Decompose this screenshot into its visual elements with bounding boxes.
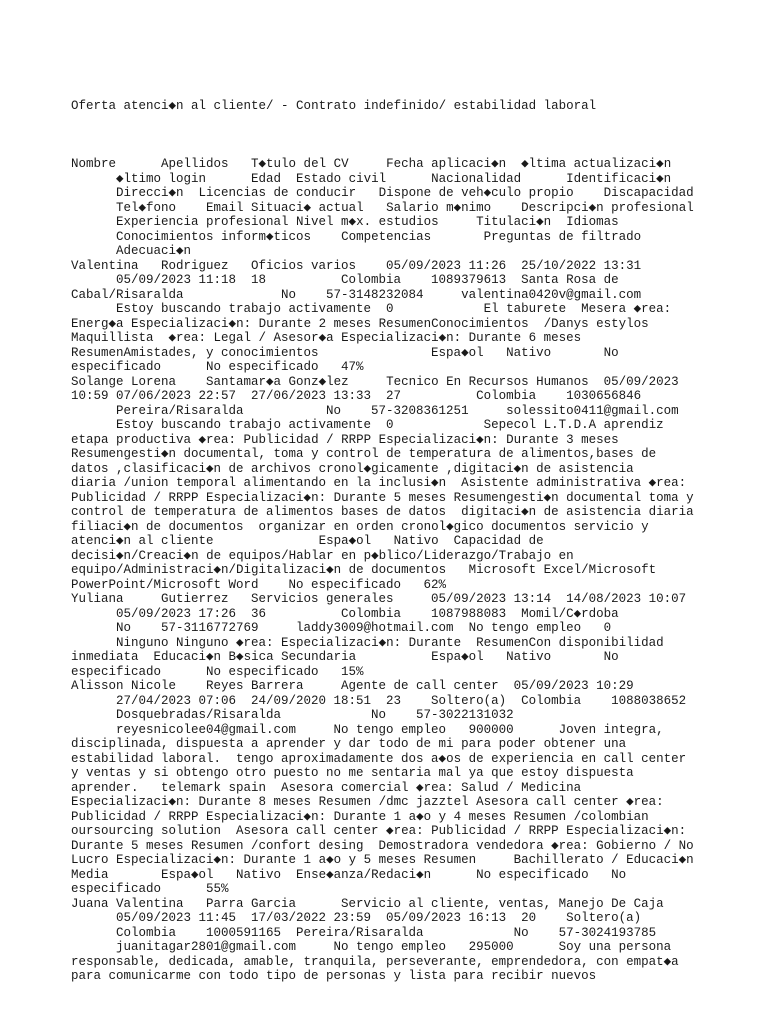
document-page [71, 70, 711, 998]
text-line: Lucro Especializaci◆n: Durante 1 a◆o y 5 meses Resumen Bachillerato / Educaci◆n [71, 853, 694, 867]
text-line: especificado No especificado 47% [71, 360, 364, 374]
text-line: Estoy buscando trabajo activamente 0 Sepecol L.T.D.A aprendiz [71, 418, 664, 432]
text-line: 10:59 07/06/2023 22:57 27/06/2023 13:33 27 Colombia 1030656846 [71, 389, 642, 403]
text-line: diaria /union temporal alimentando en la inclusi◆n Asistente administrativa ◆rea: [71, 476, 687, 490]
text-line: 05/09/2023 11:18 18 Colombia 1089379613 Santa Rosa de [71, 273, 619, 287]
text-line: especificado No especificado 15% [71, 664, 364, 679]
text-line: ◆ltimo login Edad Estado civil Nacionalidad Identificaci◆n [71, 171, 672, 186]
text-line: Maquillista ◆rea: Legal / Asesor◆a Especializaci◆n: Durante 6 meses [71, 331, 582, 345]
text-line: decisi◆n/Creaci◆n de equipos/Hablar en p◆blico/Liderazgo/Trabajo en [71, 548, 574, 563]
text-line: atenci◆n al cliente Espa◆ol Nativo Capacidad de [71, 534, 544, 548]
text-line: Colombia 1000591165 Pereira/Risaralda No 57-3024193785 [71, 925, 657, 940]
text-line: ResumenAmistades, y conocimientos Espa◆ol Nativo No [71, 345, 619, 360]
text-line: Yuliana Gutierrez Servicios generales 05/09/2023 13:14 14/08/2023 10:07 [71, 592, 687, 606]
text-line: y ventas y si obtengo otro puesto no me sentaria mal ya que estoy dispuesta [71, 766, 634, 780]
text-line: equipo/Administraci◆n/Digitalizaci◆n de documentos Microsoft Excel/Microsoft [71, 563, 657, 577]
text-line: Media Espa◆ol Nativo Ense◆anza/Redaci◆n No especificado No [71, 867, 627, 882]
text-line: disciplinada, dispuesta a aprender y dar todo de mi para poder obtener una [71, 737, 627, 751]
text-line: Valentina Rodriguez Oficios varios 05/09/2023 11:26 25/10/2022 13:31 [71, 258, 642, 273]
text-line: Dosquebradas/Risaralda No 57-3022131032 [71, 708, 514, 722]
text-line: Energ◆a Especializaci◆n: Durante 2 meses ResumenConocimientos /Danys estylos [71, 316, 649, 331]
text-line: 05/09/2023 11:45 17/03/2022 23:59 05/09/2023 16:13 20 Soltero(a) [71, 911, 642, 925]
text-line: Direcci◆n Licencias de conducir Dispone de veh◆culo propio Discapacidad [71, 186, 694, 200]
text-line: Durante 5 meses Resumen /confort desing Demostradora vendedora ◆rea: Gobierno / No [71, 838, 694, 853]
text-line: No 57-3116772769 laddy3009@hotmail.com No tengo empleo 0 [71, 621, 612, 635]
text-line: especificado 55% [71, 882, 229, 896]
text-line: Publicidad / RRPP Especializaci◆n: Durante 5 meses Resumengesti◆n documental toma y [71, 490, 694, 505]
text-line: Tel◆fono Email Situaci◆ actual Salario m◆nimo Descripci◆n profesional [71, 200, 694, 215]
text-line: 05/09/2023 17:26 36 Colombia 1087988083 Momil/C◆rdoba [71, 606, 619, 621]
text-line: Resumengesti◆n documental, toma y control de temperatura de alimentos,bases de [71, 447, 657, 461]
text-line: etapa productiva ◆rea: Publicidad / RRPP Especializaci◆n: Durante 3 meses [71, 432, 619, 447]
text-line: oursourcing solution Asesora call center ◆rea: Publicidad / RRPP Especializaci◆n: [71, 824, 687, 838]
text-line: juanitagar2801@gmail.com No tengo empleo 295000 Soy una persona [71, 940, 672, 954]
text-line: datos ,clasificaci◆n de archivos cronol◆gicamente ,digitaci◆n de asistencia [71, 461, 634, 476]
text-line: Alisson Nicole Reyes Barrera Agente de call center 05/09/2023 10:29 [71, 679, 634, 693]
text-line: 27/04/2023 07:06 24/09/2020 18:51 23 Soltero(a) Colombia 1088038652 [71, 693, 687, 708]
text-line: Juana Valentina Parra Garcia Servicio al cliente, ventas, Manejo De Caja [71, 896, 664, 911]
text-line: Ninguno Ninguno ◆rea: Especializaci◆n: Durante ResumenCon disponibilidad [71, 635, 664, 650]
text-line: para comunicarme con todo tipo de personas y lista para recibir nuevos [71, 969, 597, 983]
text-line: Pereira/Risaralda No 57-3208361251 solessito0411@gmail.com [71, 403, 679, 418]
text-line: aprender. telemark spain Asesora comercial ◆rea: Salud / Medicina [71, 780, 582, 795]
text-line: Conocimientos inform◆ticos Competencias Preguntas de filtrado [71, 229, 642, 244]
text-line: reyesnicolee04@gmail.com No tengo empleo 900000 Joven integra, [71, 722, 664, 737]
text-line: Especializaci◆n: Durante 8 meses Resumen /dmc jazztel Asesora call center ◆rea: [71, 795, 664, 809]
text-line: filiaci◆n de documentos organizar en orden cronol◆gico documentos servicio y [71, 519, 649, 534]
text-line: control de temperatura de alimentos bases de datos digitaci◆n de asistencia diaria [71, 505, 694, 519]
text-line: PowerPoint/Microsoft Word No especificado 62% [71, 577, 447, 592]
document-title: Oferta atenci◆n al cliente/ - Contrato indefinido/ estabilidad laboral [71, 99, 597, 113]
text-line: Estoy buscando trabajo activamente 0 El taburete Mesera ◆rea: [71, 302, 672, 316]
text-line: estabilidad laboral. tengo aproximadamente dos a◆os de experiencia en call center [71, 751, 687, 766]
text-line: Nombre Apellidos T◆tulo del CV Fecha aplicaci◆n ◆ltima actualizaci◆n [71, 157, 672, 171]
text-line: Adecuaci◆n [71, 244, 192, 258]
text-line: Experiencia profesional Nivel m◆x. estudios Titulaci◆n Idiomas [71, 215, 619, 229]
text-line: Cabal/Risaralda No 57-3148232084 valentina0420v@gmail.com [71, 287, 642, 302]
text-line: Publicidad / RRPP Especializaci◆n: Durante 1 a◆o y 4 meses Resumen /colombian [71, 809, 649, 824]
text-line: Solange Lorena Santamar◆a Gonz◆lez Tecnico En Recursos Humanos 05/09/2023 [71, 374, 679, 389]
document-body [71, 157, 711, 984]
text-line: responsable, dedicada, amable, tranquila, perseverante, emprendedora, con empat◆a [71, 954, 679, 969]
text-line: inmediata Educaci◆n B◆sica Secundaria Espa◆ol Nativo No [71, 650, 619, 664]
